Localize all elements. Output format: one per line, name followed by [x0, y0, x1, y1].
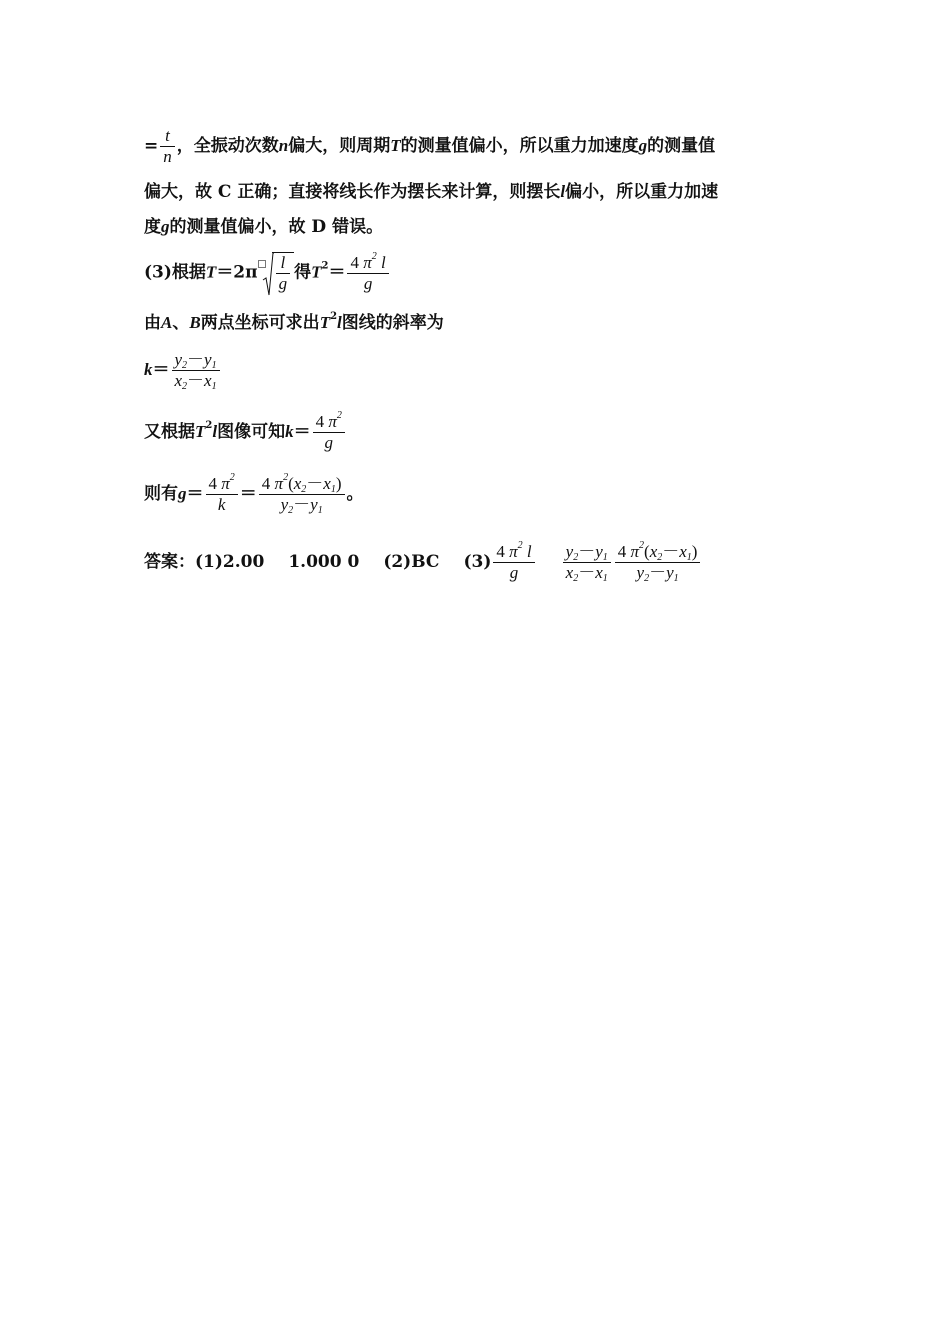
- solution-line-8: [144, 474, 364, 515]
- answer-part-1b: 1.000 0: [288, 552, 360, 572]
- variable-l: l: [526, 542, 532, 561]
- solution-line-2: [144, 181, 718, 203]
- minus-sign: －: [306, 474, 324, 493]
- pi-symbol: π: [274, 474, 284, 493]
- subscript: 2: [182, 381, 188, 392]
- variable-x: x: [595, 563, 603, 582]
- superscript: 2: [205, 420, 213, 431]
- text-segment: 由: [144, 313, 161, 333]
- period-mark: 。: [346, 484, 364, 504]
- minus-sign: －: [187, 371, 205, 390]
- fraction-denominator: g: [363, 273, 373, 293]
- superscript: 2: [336, 410, 342, 421]
- variable-T: T: [311, 262, 322, 282]
- text-segment: 则有: [144, 484, 178, 504]
- variable-y: y: [204, 350, 212, 369]
- pi-symbol: π: [630, 542, 640, 561]
- subscript: 1: [602, 573, 608, 584]
- variable-y: y: [310, 495, 318, 514]
- variable-l: l: [380, 252, 386, 272]
- fraction-denominator: k: [217, 495, 226, 514]
- subscript: 2: [573, 552, 579, 563]
- answer-fraction-a: [493, 542, 534, 583]
- variable-T: T: [390, 136, 401, 155]
- subscript: 2: [288, 505, 294, 516]
- equals-sign: ＝: [152, 360, 170, 380]
- variable-y: y: [595, 542, 603, 561]
- variable-y: y: [666, 563, 674, 582]
- variable-l: l: [560, 182, 566, 201]
- pi-symbol: π: [328, 412, 337, 431]
- point-B: B: [189, 313, 201, 332]
- equals-sign: =: [144, 136, 159, 156]
- text-segment: 两点坐标可求出: [200, 313, 320, 333]
- variable-T: T: [319, 313, 331, 332]
- subscript: 1: [211, 381, 217, 392]
- text-segment: 偏小，所以重力加速: [565, 182, 719, 202]
- superscript: 2: [371, 250, 377, 262]
- answer-label: 答案：: [144, 552, 195, 572]
- fraction-denominator: n: [163, 147, 172, 166]
- subscript: 1: [602, 552, 608, 563]
- subscript: 1: [330, 484, 336, 495]
- subscript: 2: [657, 552, 663, 563]
- sqrt-l-over-g: [262, 252, 295, 294]
- variable-T: T: [205, 262, 217, 282]
- variable-n: n: [278, 136, 289, 155]
- subscript: 1: [686, 552, 692, 563]
- variable-g: g: [178, 484, 187, 503]
- variable-x: x: [679, 542, 687, 561]
- minus-sign: －: [578, 563, 596, 582]
- text-segment: ，全振动次数: [176, 136, 279, 156]
- variable-k: k: [285, 422, 294, 441]
- minus-sign: －: [578, 542, 596, 561]
- answer-part-2: (2)BC: [383, 552, 440, 572]
- answer-fraction-c: [615, 542, 701, 583]
- answer-part-1: (1)2.00: [195, 552, 265, 572]
- solution-line-4: [144, 252, 391, 294]
- fraction-4pi2-over-k: [206, 474, 238, 515]
- text-segment: 的测量值: [647, 136, 716, 156]
- fraction-t-over-n: [160, 126, 175, 167]
- separator: 、: [172, 313, 190, 333]
- coefficient: 4: [208, 474, 217, 493]
- minus-sign: －: [662, 542, 680, 561]
- coefficient: 4: [496, 542, 505, 561]
- coefficient: 4: [261, 474, 271, 493]
- superscript: 2: [639, 540, 645, 551]
- variable-y: y: [280, 495, 289, 514]
- sqrt-denominator: g: [278, 274, 288, 293]
- answer-line: [144, 542, 702, 583]
- right-paren: ): [691, 542, 698, 561]
- fraction-4pi2-over-g: [313, 412, 345, 453]
- variable-x: x: [649, 542, 658, 561]
- pi-symbol: π: [363, 252, 372, 272]
- variable-x: x: [174, 371, 183, 390]
- text-segment: 图线的斜率为: [341, 313, 444, 333]
- coefficient: 4: [315, 412, 325, 431]
- subscript: 2: [573, 573, 579, 584]
- slope-fraction: [172, 350, 220, 391]
- equals-sign: ＝: [186, 484, 204, 504]
- coefficient: 4: [617, 542, 627, 561]
- superscript: 2: [229, 472, 235, 483]
- superscript: 2: [330, 311, 338, 322]
- pi-symbol: π: [221, 474, 230, 493]
- text-segment: 度: [144, 217, 161, 237]
- solution-line-5: [144, 312, 444, 334]
- answer-part-3-label: (3): [463, 552, 492, 572]
- sqrt-numerator: l: [276, 253, 291, 274]
- pi-symbol: π: [509, 542, 518, 561]
- minus-sign: －: [293, 495, 311, 514]
- equals-sign: ＝: [328, 262, 346, 283]
- superscript: 2: [321, 260, 329, 272]
- variable-g: g: [161, 217, 170, 236]
- equals-sign: ＝: [239, 484, 257, 504]
- minus-sign: －: [187, 350, 205, 369]
- final-g-fraction: [259, 474, 345, 515]
- variable-l: l: [212, 422, 218, 441]
- text-segment: 的测量值偏小，故 D 错误。: [169, 217, 384, 237]
- variable-x: x: [204, 371, 212, 390]
- subscript: 1: [673, 573, 679, 584]
- text-segment: 图像可知: [217, 422, 286, 442]
- variable-y: y: [565, 542, 574, 561]
- subscript: 2: [182, 360, 188, 371]
- variable-l: l: [337, 313, 342, 332]
- variable-g: g: [638, 136, 648, 155]
- text-get: 得: [294, 262, 312, 283]
- right-paren: ): [335, 474, 342, 493]
- variable-y: y: [636, 563, 645, 582]
- fraction-4pi2l-over-g: [347, 250, 388, 294]
- fraction-denominator: g: [509, 563, 519, 582]
- coefficient: 4: [350, 252, 359, 272]
- text-segment: 偏大，则周期: [288, 136, 391, 156]
- part-label: (3)根据: [144, 262, 206, 283]
- solution-line-7: [144, 412, 347, 453]
- variable-y: y: [174, 350, 183, 369]
- variable-T: T: [195, 422, 206, 441]
- superscript: 2: [517, 540, 523, 551]
- left-paren: (: [288, 474, 294, 493]
- point-A: A: [161, 313, 173, 332]
- subscript: 2: [644, 573, 650, 584]
- subscript: 1: [211, 360, 217, 371]
- variable-x: x: [323, 474, 331, 493]
- subscript: 1: [317, 505, 323, 516]
- fraction-denominator: g: [324, 433, 333, 452]
- variable-k: k: [144, 360, 153, 379]
- fraction-numerator: t: [160, 126, 175, 147]
- solution-line-3: [144, 216, 383, 238]
- answer-fraction-b: [563, 542, 611, 583]
- minus-sign: －: [649, 563, 667, 582]
- left-paren: (: [644, 542, 650, 561]
- text-segment: 又根据: [144, 422, 195, 442]
- solution-line-1: [144, 126, 715, 167]
- text-segment: 的测量值偏小，所以重力加速度: [400, 136, 639, 156]
- superscript: 2: [283, 472, 289, 483]
- equals-sign: ＝: [293, 422, 311, 442]
- variable-x: x: [565, 563, 574, 582]
- equals-2pi: ＝2π: [216, 262, 258, 283]
- radical-sign-icon: [262, 252, 274, 296]
- solution-line-6: [144, 350, 222, 391]
- subscript: 2: [301, 484, 307, 495]
- variable-x: x: [293, 474, 302, 493]
- text-segment: 偏大，故 C 正确；直接将线长作为摆长来计算，则摆长: [144, 182, 561, 202]
